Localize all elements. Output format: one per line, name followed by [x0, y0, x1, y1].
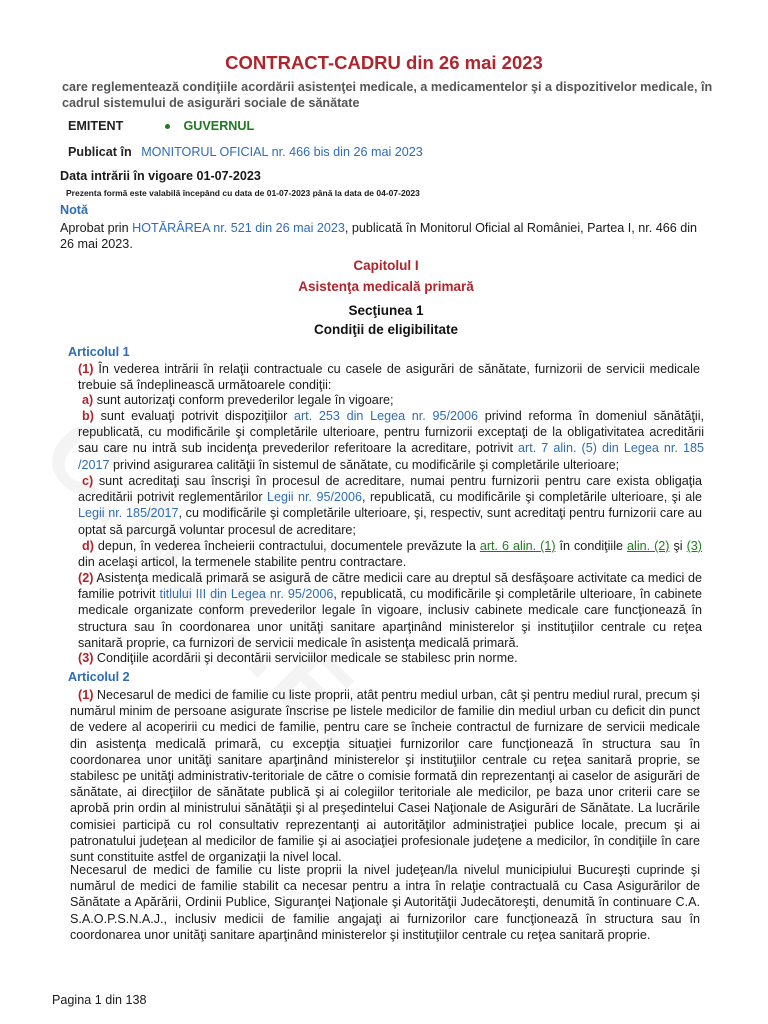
hotarare-link[interactable]: HOTĂRÂREA nr. 521 din 26 mai 2023: [132, 221, 345, 235]
art1-item-d: [78, 538, 702, 570]
art1-item-c: [78, 473, 702, 538]
item-text: privind asigurarea calităţii în sistemul de sănătate, cu modificările şi completările ulterioare;: [109, 457, 620, 472]
item-text: şi: [669, 539, 687, 553]
legea-185-link[interactable]: art. 7 alin. (5) din Legea nr. 185 /2017: [78, 441, 704, 472]
para-number: (1): [78, 688, 94, 702]
item-letter: d): [82, 539, 94, 553]
art1-para-1: [78, 361, 700, 393]
item-text: , cu modificările şi completările ulterioare, şi, respectiv, sunt acreditaţi pentru furnizorii care au optat să parcurgă voluntar procesul de acreditare;: [78, 506, 703, 537]
item-text: depun, în vederea încheierii contractului, documentele prevăzute la: [93, 539, 480, 553]
nota-text-pre: Aprobat prin: [60, 221, 133, 235]
document-title: CONTRACT-CADRU din 26 mai 2023: [225, 52, 543, 73]
art1-item-a: [82, 392, 702, 408]
bullet-icon: [165, 124, 170, 129]
alin-3-link[interactable]: (3): [686, 539, 702, 553]
para-text: , republicată, cu modificările şi completările ulterioare, în cabinete medicale organizate conform prevederilor legale în vigoare, inclusiv cabinete medicale care funcţionează în structura sau în coordonarea unor unităţi sanitare aparţinând ministerelor şi instituţiilor centrale cu reţea sanitară proprie, ca furnizori de servicii medicale în asistenţa medicală primară.: [78, 587, 702, 650]
item-letter: c): [82, 474, 94, 488]
emitent-value[interactable]: GUVERNUL: [183, 119, 255, 133]
art1-item-b: [78, 408, 704, 473]
item-text: sunt autorizaţi conform prevederilor legale în vigoare;: [93, 393, 394, 407]
document-subtitle: care reglementează condiţiile acordării asistenţei medicale, a medicamentelor şi a dispozitivelor medicale, în cadrul sistemului de asigurări sociale de sănătate: [62, 80, 713, 110]
alin-2-link[interactable]: alin. (2): [627, 539, 670, 553]
intrare-in-vigoare: Data intrării în vigoare 01-07-2023: [60, 169, 261, 183]
art-6-link[interactable]: art. 6 alin. (1): [479, 539, 556, 553]
para-text: Necesarul de medici de familie cu liste proprii, atât pentru mediul urban, cât şi pentru mediul rural, precum şi numărul minim de persoane asigurate înscrise pe listele medicilor de familie din mediul urban cu deficit din punct de vedere al acoperirii cu medici de familie, pentru care se încheie contractul de furnizare de servicii medicale din asistenţa medicală primară, cu excepţia situaţiei furnizorilor care funcţionează în structura sau în coordonarea unor unităţi sanitare aparţinând ministerelor şi instituţiilor centrale cu reţea sanitară proprie, se stabilesc pe unităţi administrativ-teritoriale de către o comisie formată din reprezentanţi ai caselor de asigurări de sănătate, ai direcţiilor de sănătate publică şi ai colegiilor teritoriale ale medicilor, pe baza unor criterii care se aprobă prin ordin al ministrului sănătăţii şi al preşedintelui Casei Naţionale de Asigurări de Sănătate. La lucrările comisiei participă cu rol consultativ reprezentanţi ai autorităţilor administraţiei publice locale, precum şi ai patronatului judeţean al medicilor de familie şi ai asociaţiei profesionale judeţene a medicilor, în condiţiile în care sunt constituite astfel de organizaţii la nivel local.: [70, 688, 700, 865]
emitent-row: [68, 119, 123, 133]
para-text: Condiţiile acordării şi decontării serviciilor medicale se stabilesc prin norme.: [93, 651, 518, 665]
item-text: din acelaşi articol, la termenele stabilite pentru contractare.: [78, 555, 407, 570]
para-number: (1): [78, 362, 94, 376]
para-text: Asistenţa medicală primară se asigură de către medicii care au dreptul să desfăşoare activitate ca medici de familie potrivit: [78, 571, 702, 602]
art1-para-2: [78, 570, 702, 651]
art2-para-1: [70, 687, 700, 865]
item-letter: a): [82, 393, 94, 407]
nota-heading: Notă: [60, 203, 88, 217]
nota-text-post: , publicată în Monitorul Oficial al României, Partea I, nr. 466 din 26 mai 2023.: [60, 221, 698, 251]
para-number: (2): [78, 571, 94, 585]
section-title: Condiţii de eligibilitate: [313, 322, 458, 337]
legea-185-link[interactable]: Legii nr. 185/2017: [78, 506, 179, 521]
nota-body: [60, 220, 710, 252]
item-text: privind reforma în domeniul sănătăţii, republicată, cu modificările şi completările ulterioare, pentru furnizorii exceptaţi de la obligativitatea acreditării sau care nu intră sub incidenţa prevederilor referitoare la acreditare, potrivit: [78, 409, 704, 456]
legea-95-link[interactable]: Legii nr. 95/2006: [267, 490, 363, 505]
item-letter: b): [82, 409, 94, 423]
article-1-heading: Articolul 1: [68, 345, 130, 359]
para-number: (3): [78, 651, 94, 665]
art1-para-3: [78, 650, 702, 666]
item-text: , republicată, cu modificările şi completările ulterioare, şi ale: [362, 490, 702, 505]
publicat-row: [68, 145, 423, 159]
emitent-value-row: [165, 119, 254, 133]
item-text: în condiţiile: [555, 539, 628, 553]
section-number: Secţiunea 1: [348, 303, 424, 318]
legea-95-link[interactable]: art. 253 din Legea nr. 95/2006: [293, 409, 479, 423]
para-text: În vederea intrării în relaţii contractuale cu casele de asigurări de sănătate, furnizorii de servicii medicale trebuie să îndeplinească următoarele condiţii:: [78, 362, 700, 393]
item-text: sunt acreditaţi sau înscrişi în procesul de acreditare, numai pentru furnizorii pentru care exista obligaţia acreditării potrivit reglementărilor: [78, 474, 702, 505]
publicat-label: Publicat în: [68, 145, 132, 159]
art2-para-1-cont: [70, 862, 700, 943]
page-number: Pagina 1 din 138: [52, 993, 147, 1007]
chapter-number: Capitolul I: [353, 258, 419, 273]
item-text: sunt evaluaţi potrivit dispoziţiilor: [93, 409, 294, 423]
publicat-link[interactable]: MONITORUL OFICIAL nr. 466 bis din 26 mai 2023: [141, 145, 423, 159]
emitent-label: EMITENT: [68, 119, 124, 133]
titlul-iii-link[interactable]: titlului III din Legea nr. 95/2006: [159, 587, 334, 602]
chapter-title: Asistenţa medicală primară: [298, 279, 474, 294]
para-text: Necesarul de medici de familie cu liste proprii la nivel judeţean/la nivelul municipiului Bucureşti cuprinde şi numărul de medici de familie stabilit ca necesar pentru a intra în relaţie contractuală cu Casa Asigurărilor de Sănătate a Apărării, Ordinii Publice, Siguranţei Naţionale şi Autorităţii Judecătoreşti, denumită în continuare C.A. S.A.O.P.S.N.A.J., inclusiv medicii de familie angajaţi ai furnizorilor care funcţionează în structura sau în coordonarea unor unităţi sanitare aparţinând ministerelor şi instituţiilor centrale cu reţea sanitară proprie.: [70, 863, 700, 942]
forma-valabila: Prezenta formă este valabilă începând cu data de 01-07-2023 până la data de 04-07-2023: [66, 188, 420, 198]
article-2-heading: Articolul 2: [68, 670, 130, 684]
